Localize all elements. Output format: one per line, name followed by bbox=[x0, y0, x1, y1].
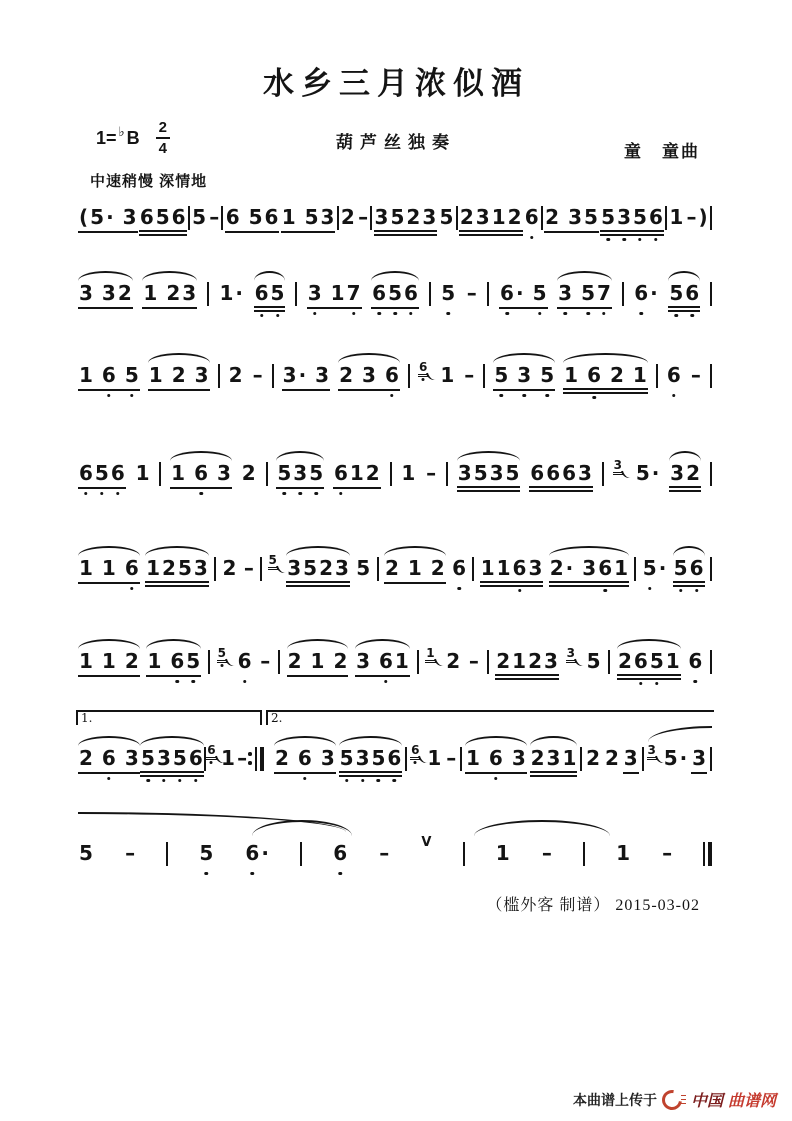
note-group: 6 bbox=[452, 556, 466, 580]
grace-note: 6 bbox=[206, 744, 216, 760]
note-group: 1 2 3 bbox=[142, 282, 197, 309]
note-group: – bbox=[358, 205, 369, 229]
note-group: 1 · bbox=[219, 281, 243, 305]
score-line-2 bbox=[78, 276, 712, 310]
site-logo-lines-icon bbox=[681, 1094, 686, 1106]
note-group: 5 bbox=[192, 205, 206, 229]
note-group: 2 bbox=[604, 746, 619, 770]
flat-sign: ♭ bbox=[118, 124, 125, 139]
barline bbox=[710, 206, 712, 230]
note-group: 1 bbox=[401, 461, 416, 485]
breath-mark: V bbox=[421, 835, 432, 850]
note-group: 2 bbox=[340, 205, 355, 229]
barline bbox=[710, 364, 712, 388]
barline bbox=[260, 557, 262, 581]
barline bbox=[456, 206, 458, 230]
barline bbox=[460, 747, 462, 771]
meter-denominator: 4 bbox=[158, 140, 168, 157]
score-line-4 bbox=[78, 456, 712, 490]
note-group: 3 6 1 bbox=[355, 650, 410, 677]
final-barline bbox=[703, 842, 712, 866]
volta-bracket-2 bbox=[266, 710, 714, 725]
barline bbox=[608, 650, 610, 674]
barline bbox=[487, 282, 489, 306]
note-group: – bbox=[426, 461, 437, 485]
barline bbox=[541, 206, 543, 230]
grace-note: 5 bbox=[217, 647, 227, 663]
grace-note: 6 bbox=[410, 744, 420, 760]
note-group: 2 6 5 1 bbox=[617, 650, 681, 680]
note-group: 5 bbox=[199, 841, 214, 865]
note-group: 1 1 6 bbox=[78, 557, 140, 584]
note-group: 3 5 2 3 bbox=[286, 557, 350, 587]
barline bbox=[221, 206, 223, 230]
note-group: 6 5 6 bbox=[78, 462, 126, 489]
note-group: – bbox=[690, 363, 701, 387]
meter-numerator: 2 bbox=[156, 120, 170, 139]
score-line-1 bbox=[78, 200, 712, 234]
site-name-part2: 曲谱网 bbox=[727, 1093, 776, 1110]
note-group: 3 · 3 bbox=[282, 364, 330, 391]
note-group: 5 · bbox=[663, 746, 688, 770]
note-group: 5 3 5 6 bbox=[140, 747, 204, 777]
barline bbox=[390, 462, 392, 486]
note-group: – bbox=[260, 649, 271, 673]
note-group: 6 bbox=[333, 841, 348, 865]
barline bbox=[159, 462, 161, 486]
barline bbox=[266, 462, 268, 486]
barline bbox=[710, 557, 712, 581]
note-group: – bbox=[468, 649, 479, 673]
note-group: 1 1 6 3 bbox=[480, 557, 544, 587]
tempo-marking: 中速稍慢 深情地 bbox=[90, 173, 208, 190]
repeat-barline bbox=[248, 747, 264, 771]
note-group: 2 bbox=[222, 556, 237, 580]
note-group: 2 3 6 bbox=[338, 364, 400, 391]
barline bbox=[188, 206, 190, 230]
note-group: 2 bbox=[228, 363, 243, 387]
barline bbox=[295, 282, 297, 306]
volta-label-2: 2. bbox=[271, 711, 283, 725]
barline bbox=[337, 206, 339, 230]
key-letter: B bbox=[126, 127, 140, 148]
note-group: 6 5 bbox=[254, 282, 286, 312]
score-line-8 bbox=[78, 836, 712, 870]
note-group: 5 · bbox=[635, 461, 660, 485]
note-group: 1 bbox=[495, 841, 510, 865]
note-group: – bbox=[662, 841, 673, 865]
note-group: 5 6 bbox=[673, 557, 705, 587]
grace-note: 6 bbox=[418, 361, 428, 377]
barline bbox=[272, 364, 274, 388]
note-group: 2 3 5 bbox=[544, 206, 599, 233]
key-prefix: 1= bbox=[96, 127, 117, 148]
note-group: 3 5 2 3 bbox=[374, 206, 438, 236]
barline bbox=[710, 282, 712, 306]
note-group: 5 · bbox=[642, 556, 667, 580]
note-group: 6 5 6 bbox=[371, 282, 419, 309]
note-group: 6 bbox=[688, 649, 703, 673]
barline bbox=[622, 282, 624, 306]
note-group: 1 bbox=[135, 461, 150, 485]
note-group: 1 bbox=[427, 746, 442, 770]
note-group: 6 · bbox=[245, 841, 269, 865]
barline bbox=[463, 842, 465, 866]
barline bbox=[665, 206, 667, 230]
barline bbox=[446, 462, 448, 486]
barline bbox=[300, 842, 302, 866]
note-group: 6 bbox=[237, 649, 252, 673]
note-group: 2 · 3 6 1 bbox=[549, 557, 629, 587]
barline bbox=[218, 364, 220, 388]
barline bbox=[580, 747, 582, 771]
note-group: 6 5 6 bbox=[139, 206, 187, 236]
site-watermark bbox=[573, 1088, 776, 1111]
note-group: – bbox=[252, 363, 263, 387]
barline bbox=[710, 462, 712, 486]
note-group: 6 · 5 bbox=[499, 282, 547, 309]
tie-arc-1-1 bbox=[474, 820, 610, 836]
note-group: 1 6 2 1 bbox=[563, 364, 648, 394]
barline bbox=[583, 842, 585, 866]
note-group: ( 5 · 3 bbox=[78, 206, 138, 233]
score-line-5 bbox=[78, 551, 712, 585]
slur-arc-line7-end bbox=[648, 726, 712, 742]
note-group: 2 bbox=[446, 649, 461, 673]
note-group: 5 bbox=[441, 281, 456, 305]
barline bbox=[602, 462, 604, 486]
grace-note: 5 bbox=[268, 554, 278, 570]
barline bbox=[417, 650, 419, 674]
note-group: – bbox=[464, 363, 475, 387]
note-group: 5 bbox=[586, 649, 601, 673]
grace-note: 3 bbox=[566, 647, 576, 663]
note-group: 1 bbox=[616, 841, 631, 865]
note-group: 5 bbox=[439, 205, 454, 229]
note-group: 5 3 5 6 bbox=[339, 747, 403, 777]
barline bbox=[710, 650, 712, 674]
composer-credit: 童 童曲 bbox=[624, 142, 700, 161]
barline bbox=[370, 206, 372, 230]
note-group: – bbox=[209, 205, 220, 229]
note-group: – bbox=[466, 281, 477, 305]
site-name-part1: 中国 bbox=[690, 1093, 723, 1110]
note-group: 6 bbox=[524, 205, 539, 229]
note-group: 2 6 3 bbox=[78, 747, 140, 774]
barline bbox=[483, 364, 485, 388]
barline bbox=[487, 650, 489, 674]
barline bbox=[429, 282, 431, 306]
note-group: – bbox=[243, 556, 254, 580]
note-group: 1 6 5 bbox=[146, 650, 201, 677]
barline bbox=[214, 557, 216, 581]
note-group: 1 5 3 bbox=[281, 206, 336, 233]
score-line-7-ending-2 bbox=[274, 741, 712, 775]
barline bbox=[472, 557, 474, 581]
grace-note: 1 bbox=[425, 647, 435, 663]
barline bbox=[408, 364, 410, 388]
note-group: 5 bbox=[356, 556, 371, 580]
score-line-3 bbox=[78, 358, 712, 392]
score-line-7-ending-1 bbox=[78, 741, 264, 775]
note-group: 3 1 7 bbox=[307, 282, 362, 309]
note-group: – bbox=[446, 746, 457, 770]
note-group: 5 3 5 bbox=[493, 364, 555, 391]
note-group: 1 2 3 bbox=[148, 364, 210, 391]
note-group: 1 6 3 bbox=[170, 462, 232, 489]
barline bbox=[207, 282, 209, 306]
barline bbox=[377, 557, 379, 581]
note-group: 2 1 2 bbox=[287, 650, 349, 677]
note-group: 2 3 1 bbox=[530, 747, 578, 777]
barline bbox=[710, 747, 712, 771]
note-group: 6 1 2 bbox=[333, 462, 381, 489]
note-group: – bbox=[125, 841, 136, 865]
note-group: 1 bbox=[220, 746, 235, 770]
note-group: 3 3 2 bbox=[78, 282, 133, 309]
note-group: 2 bbox=[241, 461, 256, 485]
transcriber-credit: （槛外客 制谱） 2015-03-02 bbox=[486, 897, 700, 914]
note-group: 3 bbox=[691, 747, 707, 774]
note-group: 1 bbox=[440, 363, 455, 387]
score-line-6 bbox=[78, 644, 712, 678]
page-title: 水乡三月浓似酒 bbox=[263, 66, 529, 101]
note-group: 5 3 5 bbox=[276, 462, 324, 489]
note-group: 5 3 5 6 bbox=[600, 206, 664, 236]
note-group: 3 bbox=[623, 747, 639, 774]
note-group: – bbox=[379, 841, 390, 865]
barline bbox=[656, 364, 658, 388]
barline bbox=[166, 842, 168, 866]
note-group: 3 2 bbox=[669, 462, 701, 492]
note-group: 1 6 3 bbox=[465, 747, 527, 774]
barline bbox=[278, 650, 280, 674]
grace-note: 3 bbox=[613, 459, 623, 475]
note-group: – ) bbox=[686, 205, 708, 229]
note-group: 5 6 bbox=[668, 282, 700, 312]
note-group: 2 1 2 3 bbox=[495, 650, 559, 680]
watermark-prefix: 本曲谱上传于 bbox=[572, 1091, 657, 1108]
grace-note: 3 bbox=[647, 744, 657, 760]
note-group: 2 bbox=[586, 746, 601, 770]
note-group: – bbox=[237, 746, 248, 770]
note-group: 6 bbox=[666, 363, 681, 387]
note-group: 2 6 3 bbox=[274, 747, 336, 774]
note-group: 1 2 5 3 bbox=[145, 557, 209, 587]
volta-bracket-1 bbox=[76, 710, 262, 725]
note-group: 2 1 2 bbox=[384, 557, 446, 584]
note-group: 6 6 6 3 bbox=[529, 462, 593, 492]
barline bbox=[634, 557, 636, 581]
instrument-subtitle: 葫芦丝独奏 bbox=[336, 133, 456, 152]
note-group: 6 5 6 bbox=[225, 206, 280, 233]
barline bbox=[208, 650, 210, 674]
note-group: 3 5 3 5 bbox=[457, 462, 521, 492]
note-group: 1 6 5 bbox=[78, 364, 140, 391]
note-group: 3 5 7 bbox=[557, 282, 612, 309]
note-group: 6 · bbox=[634, 281, 658, 305]
volta-label-1: 1. bbox=[81, 711, 93, 725]
note-group: 2 3 1 2 bbox=[459, 206, 523, 236]
note-group: 5 bbox=[79, 841, 93, 865]
barline bbox=[405, 747, 407, 771]
note-group: – bbox=[541, 841, 552, 865]
note-group: 1 1 2 bbox=[78, 650, 140, 677]
barline bbox=[642, 747, 644, 771]
note-group: 1 bbox=[669, 205, 684, 229]
